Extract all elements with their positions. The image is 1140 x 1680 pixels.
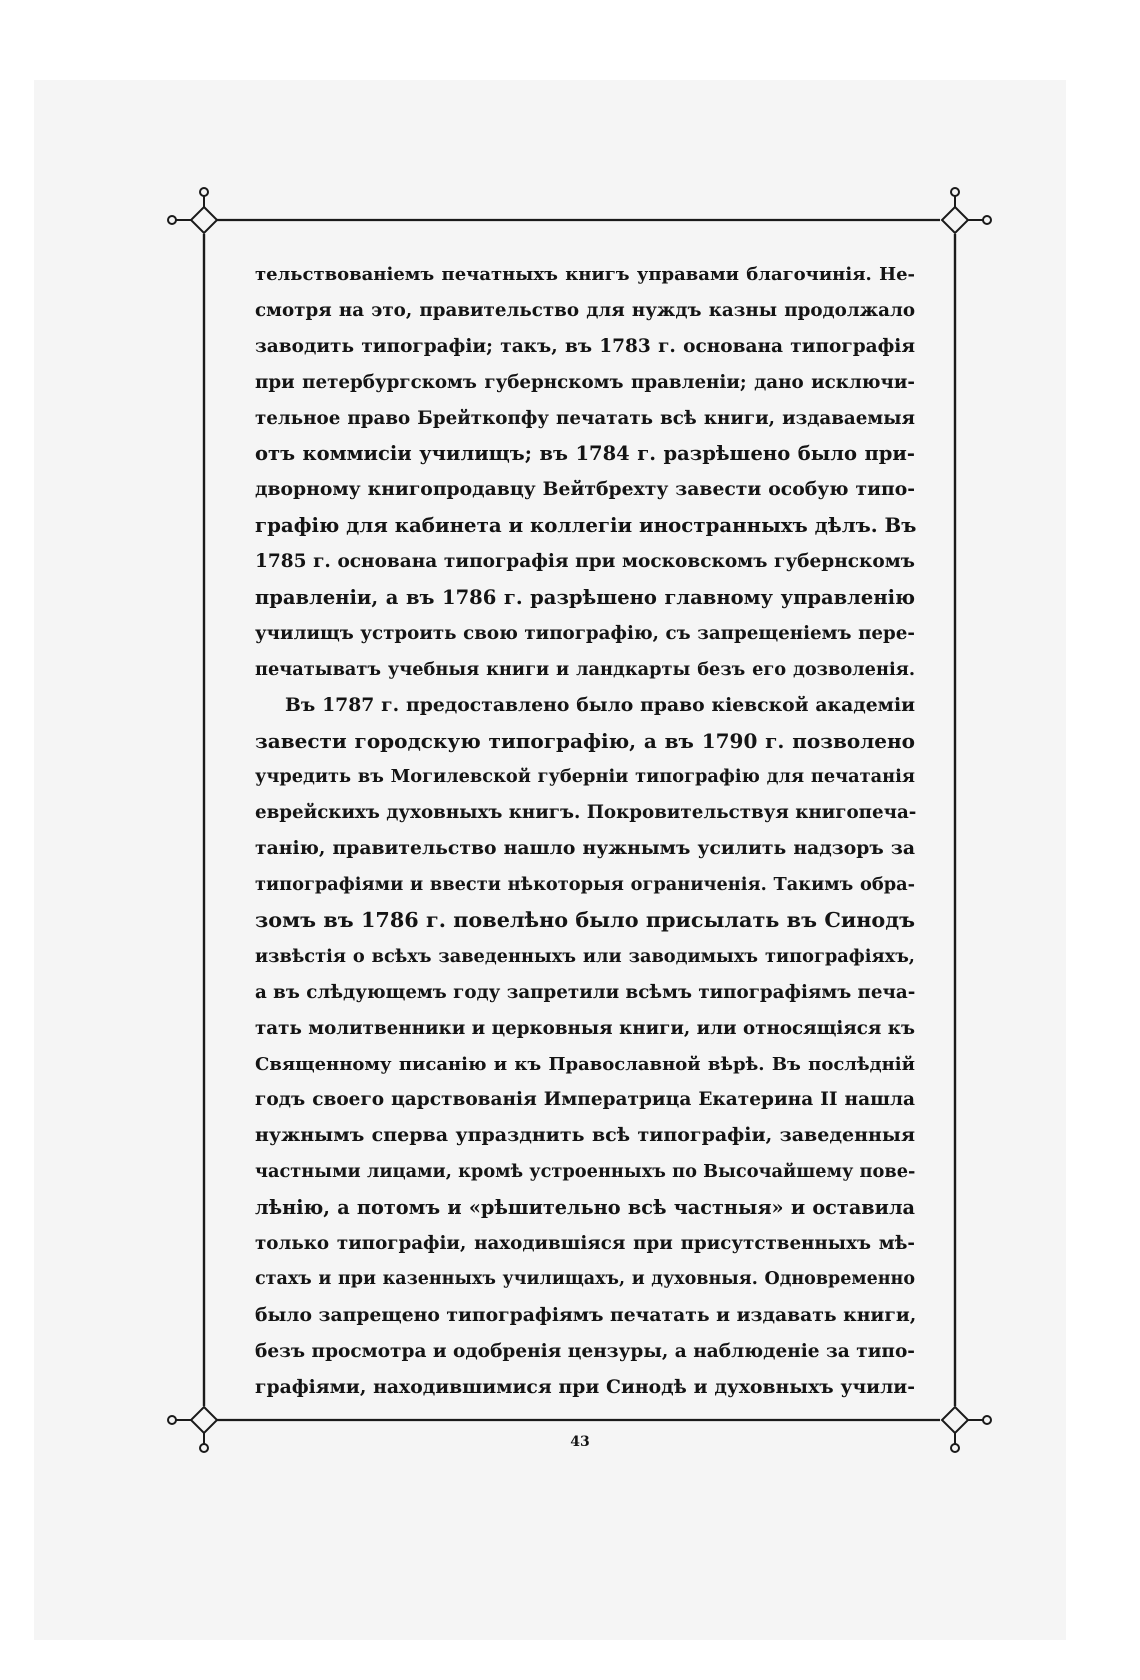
text-line: нужнымъ сперва упразднить всѣ типографіи, заведенныя bbox=[255, 1124, 915, 1147]
text-line: печатыватъ учебныя книги и ландкарты безъ его дозволенія. bbox=[255, 658, 915, 680]
text-line: стахъ и при казенныхъ училищахъ, и духовныя. Одновременно bbox=[255, 1268, 915, 1289]
text-line: типографіями и ввести нѣкоторыя ограниченія. Такимъ обра- bbox=[255, 874, 915, 896]
text-line: 1785 г. основана типографія при московскомъ губернскомъ bbox=[255, 551, 915, 573]
text-line: безъ просмотра и одобренія цензуры, а наблюденіе за типо- bbox=[255, 1340, 915, 1362]
text-line: завести городскую типографію, а въ 1790 г. позволено bbox=[255, 728, 915, 753]
text-line: зомъ въ 1786 г. повелѣно было присылать въ Синодъ bbox=[255, 908, 915, 933]
text-line: графію для кабинета и коллегіи иностранныхъ дѣлъ. Въ bbox=[255, 513, 917, 538]
text-line: учредить въ Могилевской губерніи типографію для печатанія bbox=[255, 766, 915, 788]
page-number: 43 bbox=[570, 1434, 590, 1450]
text-line: Въ 1787 г. предоставлено было право кіевской академіи bbox=[285, 693, 915, 716]
text-line: тельствованіемъ печатныхъ книгъ управами благочинія. Не- bbox=[255, 264, 915, 285]
text-line: а въ слѣдующемъ году запретили всѣмъ типографіямъ печа- bbox=[255, 981, 916, 1003]
text-line: извѣстія о всѣхъ заведенныхъ или заводимыхъ типографіяхъ, bbox=[255, 945, 915, 967]
text-line: при петербургскомъ губернскомъ правленіи; дано исключи- bbox=[255, 371, 915, 393]
text-line: дворному книгопродавцу Вейтбрехту завести особую типо- bbox=[255, 478, 915, 501]
text-line: только типографіи, находившіяся при присутственныхъ мѣ- bbox=[255, 1233, 915, 1255]
text-line: танію, правительство нашло нужнымъ усилить надзоръ за bbox=[255, 837, 915, 860]
text-line: еврейскихъ духовныхъ книгъ. Покровительствуя книгопеча- bbox=[255, 802, 917, 824]
text-line: Священному писанію и къ Православной вѣрѣ. Въ послѣдній bbox=[255, 1053, 915, 1075]
text-line: годъ своего царствованія Императрица Екатерина II нашла bbox=[255, 1089, 915, 1111]
text-line: училищъ устроить свою типографію, съ запрещеніемъ пере- bbox=[255, 622, 915, 644]
text-line: отъ коммисіи училищъ; въ 1784 г. разрѣшено было при- bbox=[255, 442, 915, 466]
text-line: смотря на это, правительство для нуждъ казны продолжало bbox=[255, 299, 915, 321]
text-line: частными лицами, кромѣ устроенныхъ по Высочайшему пове- bbox=[255, 1161, 916, 1183]
text-line: правленіи, а въ 1786 г. разрѣшено главному управленію bbox=[255, 586, 915, 610]
text-line: лѣнію, а потомъ и «рѣшительно всѣ частныя» и оставила bbox=[255, 1196, 915, 1220]
body-text bbox=[255, 257, 915, 1406]
text-line: заводить типографіи; такъ, въ 1783 г. основана типографія bbox=[255, 335, 915, 357]
text-line: было запрещено типографіямъ печатать и издавать книги, bbox=[255, 1303, 917, 1326]
text-line: тать молитвенники и церковныя книги, или относящіяся къ bbox=[255, 1017, 915, 1039]
text-line: тельное право Брейткопфу печатать всѣ книги, издаваемыя bbox=[255, 407, 915, 429]
text-line: графіями, находившимися при Синодѣ и духовныхъ учили- bbox=[255, 1375, 915, 1398]
